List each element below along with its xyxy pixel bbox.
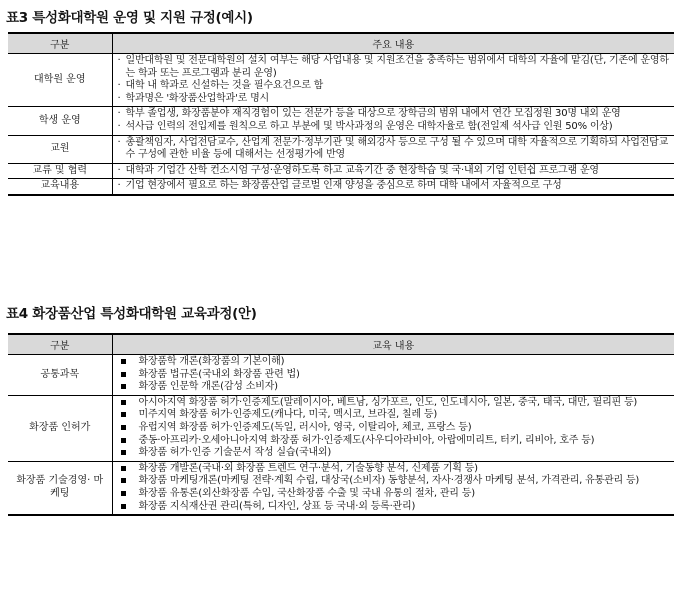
- row-content: [112, 355, 674, 396]
- row-content: [112, 54, 674, 107]
- row-category: 교류 및 협력: [8, 163, 112, 179]
- list-item: 아시아지역 화장품 허가·인증제도(말레이시아, 베트남, 싱가포르, 인도, 인도네시아, 일본, 중국, 태국, 대만, 필리핀 등): [117, 397, 671, 410]
- row-category: 학생 운영: [8, 107, 112, 135]
- table4-title: 표4 화장품산업 특성화대학원 교육과정(안): [6, 306, 257, 322]
- list-item: 화장품학 개론(화장품의 기본이해): [117, 356, 671, 369]
- row-content: [112, 461, 674, 515]
- list-item: 화장품 인문학 개론(감성 소비자): [117, 381, 671, 394]
- list-item: · 대학 내 학과로 신설하는 것을 필수요건으로 함: [117, 80, 671, 93]
- row-content: [112, 163, 674, 179]
- table-row: [8, 163, 674, 179]
- row-category: 화장품 기술경영· 마케팅: [8, 461, 112, 515]
- table-row: [8, 179, 674, 195]
- list-item: 미주지역 화장품 허가·인증제도(캐나다, 미국, 멕시코, 브라질, 칠레 등): [117, 409, 671, 422]
- table3-header-category: 구분: [8, 33, 112, 54]
- table3-header-content: 주요 내용: [112, 33, 674, 54]
- list-item: · 총괄책임자, 사업전담교수, 산업계 전문가·정부기관 및 해외강사 등으로 구성 될 수 있으며 대학 자율적으로 기획하되 사업전담교수 구성에 관한 비율 등에 대해서는 선정평가에 반영: [117, 137, 671, 162]
- list-item: · 학과명은 '화장품산업학과'로 명시: [117, 93, 671, 106]
- list-item: 유럽지역 화장품 허가·인증제도(독일, 러시아, 영국, 이탈리아, 체코, 프랑스 등): [117, 422, 671, 435]
- list-item: 화장품 허가·인증 기술문서 작성 실습(국내외): [117, 447, 671, 460]
- table4-header-content: 교육 내용: [112, 334, 674, 355]
- list-item: 화장품 마케팅개론(마케팅 전략·계획 수립, 대상국(소비자) 동향분석, 자사·경쟁사 마케팅 분석, 가격관리, 유통관리 등): [117, 475, 671, 488]
- list-item: · 석사급 인력의 전입제를 원칙으로 하고 부분에 및 박사과정의 운영은 대학자율로 함(전일제 석사급 인원 50% 이상): [117, 121, 671, 134]
- table4-header-category: 구분: [8, 334, 112, 355]
- list-item: 화장품 유통론(외산화장품 수입, 국산화장품 수출 및 국내 유통의 절차, 관리 등): [117, 488, 671, 501]
- table4: [8, 333, 674, 516]
- row-content: [112, 107, 674, 135]
- row-category: 교원: [8, 135, 112, 163]
- row-content: [112, 135, 674, 163]
- list-item: · 기업 현장에서 필요로 하는 화장품산업 글로벌 인재 양성을 중심으로 하며 대학 내에서 자율적으로 구성: [117, 180, 671, 193]
- row-category: 공통과목: [8, 355, 112, 396]
- row-category: 화장품 인허가: [8, 395, 112, 461]
- table-row: [8, 395, 674, 461]
- list-item: · 학부 졸업생, 화장품분야 재직경험이 있는 전문가 등을 대상으로 장학금의 범위 내에서 연간 모집정원 30명 내외 운영: [117, 108, 671, 121]
- list-item: 화장품 지식재산권 관리(특허, 디자인, 상표 등 국내·외 등록·관리): [117, 501, 671, 514]
- table-row: [8, 135, 674, 163]
- row-content: [112, 395, 674, 461]
- table-row: [8, 107, 674, 135]
- table-row: [8, 461, 674, 515]
- list-item: 화장품 개발론(국내·외 화장품 트렌드 연구·분석, 기술동향 분석, 신제품 기획 등): [117, 463, 671, 476]
- row-category: 대학원 운영: [8, 54, 112, 107]
- table3-title: 표3 특성화대학원 운영 및 지원 규정(예시): [6, 10, 253, 26]
- table-row: [8, 355, 674, 396]
- list-item: · 대학과 기업간 산학 컨소시엄 구성·운영하도록 하고 교육기간 중 현장학습 및 국·내외 기업 인턴쉽 프로그램 운영: [117, 165, 671, 178]
- list-item: 화장품 법규론(국내외 화장품 관련 법): [117, 369, 671, 382]
- list-item: · 일반대학원 및 전문대학원의 설치 여부는 해당 사업내용 및 지원조건을 충족하는 범위에서 대학의 자율에 맡김(단, 기존에 운영하는 학과 또는 프로그램과 분리 운영): [117, 55, 671, 80]
- list-item: 중동·아프리카·오세아니아지역 화장품 허가·인증제도(사우디아라비아, 아랍에미리트, 터키, 리비아, 호주 등): [117, 435, 671, 448]
- table-row: [8, 54, 674, 107]
- table3: [8, 32, 674, 196]
- row-content: [112, 179, 674, 195]
- row-category: 교육내용: [8, 179, 112, 195]
